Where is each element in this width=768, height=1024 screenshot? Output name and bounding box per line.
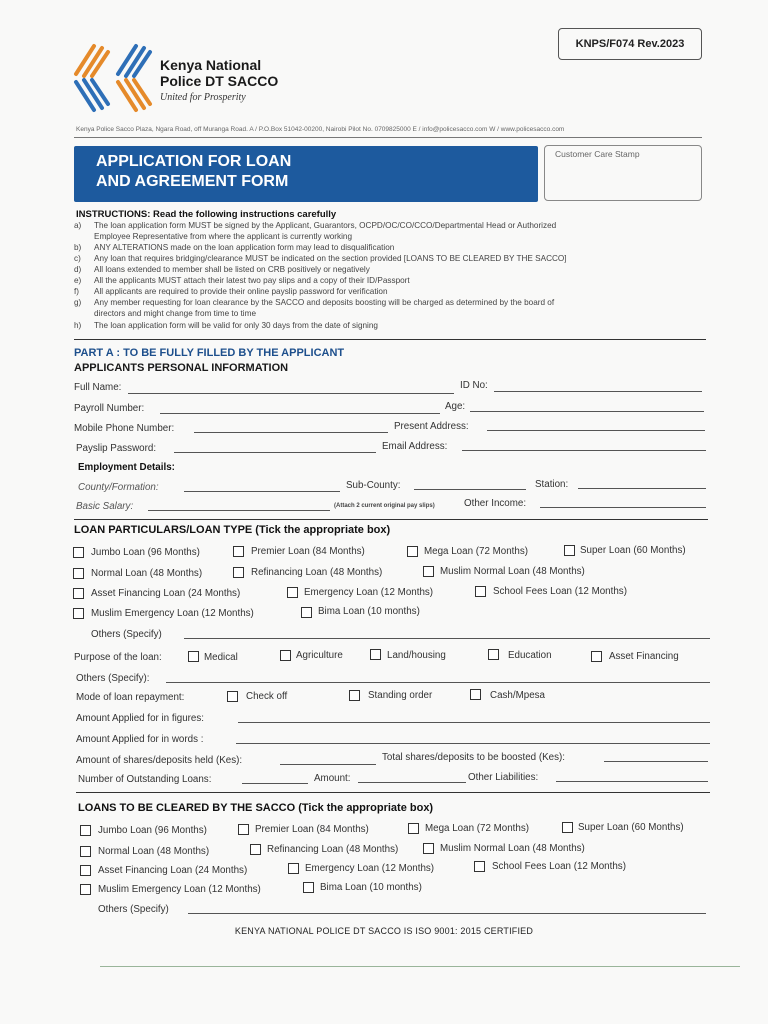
other-liabilities-label: Other Liabilities: (468, 772, 539, 783)
station-field[interactable] (578, 488, 706, 489)
cleared-premier-loan-checkbox[interactable] (238, 824, 249, 835)
school-fees-loan-label: School Fees Loan (12 Months) (493, 586, 627, 597)
medical-checkbox[interactable] (188, 651, 199, 662)
payroll-label: Payroll Number: (74, 403, 145, 414)
instruction-item: a) The loan application form MUST be signed by the Applicant, Guarantors, OCPD/OC/CO/CCO/Departmental Head or Authorized (74, 221, 557, 230)
cleared-refinancing-loan-checkbox[interactable] (250, 844, 261, 855)
cleared-mega-loan-label: Mega Loan (72 Months) (425, 823, 530, 834)
cleared-asset-financing-loan-checkbox[interactable] (80, 865, 91, 876)
cash-mpesa-checkbox[interactable] (470, 689, 481, 700)
iso-certification-footer: KENYA NATIONAL POLICE DT SACCO IS ISO 9001: 2015 CERTIFIED (234, 926, 534, 936)
jumbo-loan-label: Jumbo Loan (96 Months) (91, 547, 200, 558)
super-loan-label: Super Loan (60 Months) (580, 545, 686, 556)
form-code-box (558, 28, 702, 60)
cleared-normal-loan-checkbox[interactable] (80, 846, 91, 857)
cleared-others-field[interactable] (188, 913, 706, 914)
school-fees-loan-checkbox[interactable] (475, 586, 486, 597)
medical-label: Medical (204, 652, 238, 663)
cleared-school-fees-loan-label: School Fees Loan (12 Months) (492, 861, 626, 872)
muslim-emergency-loan-label: Muslim Emergency Loan (12 Months) (91, 608, 254, 619)
purpose-label: Purpose of the loan: (74, 652, 162, 663)
instructions-title: INSTRUCTIONS: Read the following instructions carefully (76, 209, 337, 220)
id-no-label: ID No: (460, 380, 488, 391)
land-housing-label: Land/housing (387, 650, 446, 661)
form-title-line1: APPLICATION FOR LOAN (96, 153, 292, 170)
other-liabilities-field[interactable] (556, 781, 708, 782)
instruction-item: b) ANY ALTERATIONS made on the loan application form may lead to disqualification (74, 243, 395, 252)
org-name-line1: Kenya National (160, 57, 262, 73)
instruction-item: Employee Representative from where the applicant is currently working (94, 232, 353, 241)
present-address-field[interactable] (487, 430, 705, 431)
shares-boosted-label: Total shares/deposits to be boosted (Kes): (382, 752, 565, 763)
sub-county-field[interactable] (414, 489, 526, 490)
agriculture-checkbox[interactable] (280, 650, 291, 661)
normal-loan-label: Normal Loan (48 Months) (91, 568, 203, 579)
header-divider (74, 137, 702, 138)
purpose-others-field[interactable] (166, 682, 710, 683)
amount-figures-field[interactable] (238, 722, 710, 723)
standing-order-checkbox[interactable] (349, 690, 360, 701)
education-checkbox[interactable] (488, 649, 499, 660)
outstanding-loans-label: Number of Outstanding Loans: (78, 774, 212, 785)
payslip-password-field[interactable] (174, 452, 376, 453)
full-name-field[interactable] (128, 393, 454, 394)
employment-details-title: Employment Details: (78, 462, 175, 473)
amount-figures-label: Amount Applied for in figures: (76, 713, 204, 724)
bima-loan-label: Bima Loan (10 months) (318, 606, 420, 617)
email-field[interactable] (462, 450, 706, 451)
standing-order-label: Standing order (368, 690, 433, 701)
attach-payslips-note: (Attach 2 current original pay slips) (334, 503, 435, 509)
sub-county-label: Sub-County: (346, 480, 401, 491)
cash-mpesa-label: Cash/Mpesa (490, 690, 545, 701)
stamp-label: Customer Care Stamp (555, 149, 640, 159)
instruction-item: g) Any member requesting for loan clearance by the SACCO and deposits boosting will be charged as determined by the board of (74, 298, 555, 307)
cleared-school-fees-loan-checkbox[interactable] (474, 861, 485, 872)
cleared-premier-loan-label: Premier Loan (84 Months) (255, 824, 369, 835)
cleared-others-label: Others (Specify) (98, 904, 169, 915)
asset-financing-purpose-checkbox[interactable] (591, 651, 602, 662)
loan-others-label: Others (Specify) (91, 629, 162, 640)
instructions-divider (74, 339, 706, 340)
basic-salary-field[interactable] (148, 510, 330, 511)
customer-care-stamp-box (544, 145, 702, 201)
other-income-field[interactable] (540, 507, 706, 508)
purpose-others-label: Others (Specify): (76, 673, 150, 684)
station-label: Station: (535, 479, 569, 490)
refinancing-loan-checkbox[interactable] (233, 567, 244, 578)
instruction-item: c) Any loan that requires bridging/clearance MUST be indicated on the section provided [LOANS TO BE CLEARED BY THE SACCO] (74, 254, 567, 263)
mobile-label: Mobile Phone Number: (74, 423, 175, 434)
section-divider (76, 792, 710, 793)
jumbo-loan-checkbox[interactable] (73, 547, 84, 558)
land-housing-checkbox[interactable] (370, 649, 381, 660)
muslim-normal-loan-label: Muslim Normal Loan (48 Months) (440, 566, 585, 577)
cleared-muslim-emergency-loan-checkbox[interactable] (80, 884, 91, 895)
asset-financing-loan-checkbox[interactable] (73, 588, 84, 599)
cleared-normal-loan-label: Normal Loan (48 Months) (98, 846, 210, 857)
cleared-muslim-normal-loan-checkbox[interactable] (423, 843, 434, 854)
asset-financing-loan-label: Asset Financing Loan (24 Months) (91, 588, 241, 599)
personal-info-title: APPLICANTS PERSONAL INFORMATION (74, 362, 289, 374)
instruction-item: directors and might change from time to time (94, 309, 256, 318)
form-title-banner (74, 146, 538, 202)
cleared-asset-financing-loan-label: Asset Financing Loan (24 Months) (98, 865, 248, 876)
age-field[interactable] (470, 411, 704, 412)
mobile-field[interactable] (194, 432, 388, 433)
cleared-super-loan-checkbox[interactable] (562, 822, 573, 833)
amount-words-label: Amount Applied for in words : (76, 734, 204, 745)
repayment-label: Mode of loan repayment: (76, 692, 185, 703)
instruction-item: f) All applicants are required to provide their online payslip password for verification (74, 287, 388, 296)
county-field[interactable] (184, 491, 340, 492)
section-divider (74, 519, 708, 520)
emergency-loan-label: Emergency Loan (12 Months) (304, 587, 434, 598)
county-label: County/Formation: (78, 482, 159, 493)
sacco-logo-icon (72, 40, 156, 116)
mega-loan-label: Mega Loan (72 Months) (424, 546, 529, 557)
cleared-bima-loan-checkbox[interactable] (303, 882, 314, 893)
payslip-password-label: Payslip Password: (76, 443, 157, 454)
muslim-normal-loan-checkbox[interactable] (423, 566, 434, 577)
org-tagline: United for Prosperity (160, 92, 246, 103)
super-loan-checkbox[interactable] (564, 545, 575, 556)
email-label: Email Address: (382, 441, 448, 452)
education-label: Education (508, 650, 552, 661)
shares-held-label: Amount of shares/deposits held (Kes): (76, 755, 243, 766)
org-address: Kenya Police Sacco Plaza, Ngara Road, off Muranga Road. A / P.O.Box 51042-00200, Nairobi Pilot No. 0709825000 E / info@policesacco.com W / www.policesacco.com (76, 126, 565, 133)
cleared-mega-loan-checkbox[interactable] (408, 823, 419, 834)
shares-boosted-field[interactable] (604, 761, 708, 762)
agriculture-label: Agriculture (296, 650, 343, 661)
premier-loan-checkbox[interactable] (233, 546, 244, 557)
other-income-label: Other Income: (464, 498, 527, 509)
cleared-super-loan-label: Super Loan (60 Months) (578, 822, 684, 833)
form-code: KNPS/F074 Rev.2023 (575, 38, 685, 50)
muslim-emergency-loan-checkbox[interactable] (73, 608, 84, 619)
instruction-item: h) The loan application form will be valid for only 30 days from the date of signing (74, 321, 378, 330)
amount-label: Amount: (314, 773, 351, 784)
instruction-item: e) All the applicants MUST attach their latest two pay slips and a copy of their ID/Passport (74, 276, 410, 285)
cleared-jumbo-loan-checkbox[interactable] (80, 825, 91, 836)
cleared-muslim-emergency-loan-label: Muslim Emergency Loan (12 Months) (98, 884, 261, 895)
cleared-loans-title: LOANS TO BE CLEARED BY THE SACCO (Tick the appropriate box) (78, 802, 434, 814)
asset-financing-purpose-label: Asset Financing (609, 651, 679, 662)
id-no-field[interactable] (494, 391, 702, 392)
refinancing-loan-label: Refinancing Loan (48 Months) (251, 567, 383, 578)
form-title-line2: AND AGREEMENT FORM (96, 173, 289, 190)
cleared-jumbo-loan-label: Jumbo Loan (96 Months) (98, 825, 207, 836)
payroll-field[interactable] (160, 413, 440, 414)
cleared-bima-loan-label: Bima Loan (10 months) (320, 882, 422, 893)
cleared-refinancing-loan-label: Refinancing Loan (48 Months) (267, 844, 399, 855)
amount-field[interactable] (358, 782, 466, 783)
loan-others-field[interactable] (184, 638, 710, 639)
amount-words-field[interactable] (236, 743, 710, 744)
cleared-emergency-loan-label: Emergency Loan (12 Months) (305, 863, 435, 874)
normal-loan-checkbox[interactable] (73, 568, 84, 579)
present-address-label: Present Address: (394, 421, 469, 432)
check-off-label: Check off (246, 691, 288, 702)
loan-type-title: LOAN PARTICULARS/LOAN TYPE (Tick the appropriate box) (74, 524, 391, 536)
shares-held-field[interactable] (280, 764, 376, 765)
outstanding-loans-field[interactable] (242, 783, 308, 784)
full-name-label: Full Name: (74, 382, 122, 393)
mega-loan-checkbox[interactable] (407, 546, 418, 557)
part-a-title: PART A : TO BE FULLY FILLED BY THE APPLICANT (74, 347, 345, 359)
instruction-item: d) All loans extended to member shall be listed on CRB positively or negatively (74, 265, 370, 274)
basic-salary-label: Basic Salary: (76, 501, 134, 512)
cleared-emergency-loan-checkbox[interactable] (288, 863, 299, 874)
cleared-muslim-normal-loan-label: Muslim Normal Loan (48 Months) (440, 843, 585, 854)
premier-loan-label: Premier Loan (84 Months) (251, 546, 365, 557)
age-label: Age: (445, 401, 466, 412)
emergency-loan-checkbox[interactable] (287, 587, 298, 598)
org-name-line2: Police DT SACCO (160, 73, 279, 89)
check-off-checkbox[interactable] (227, 691, 238, 702)
footer-divider (100, 966, 740, 967)
bima-loan-checkbox[interactable] (301, 607, 312, 618)
